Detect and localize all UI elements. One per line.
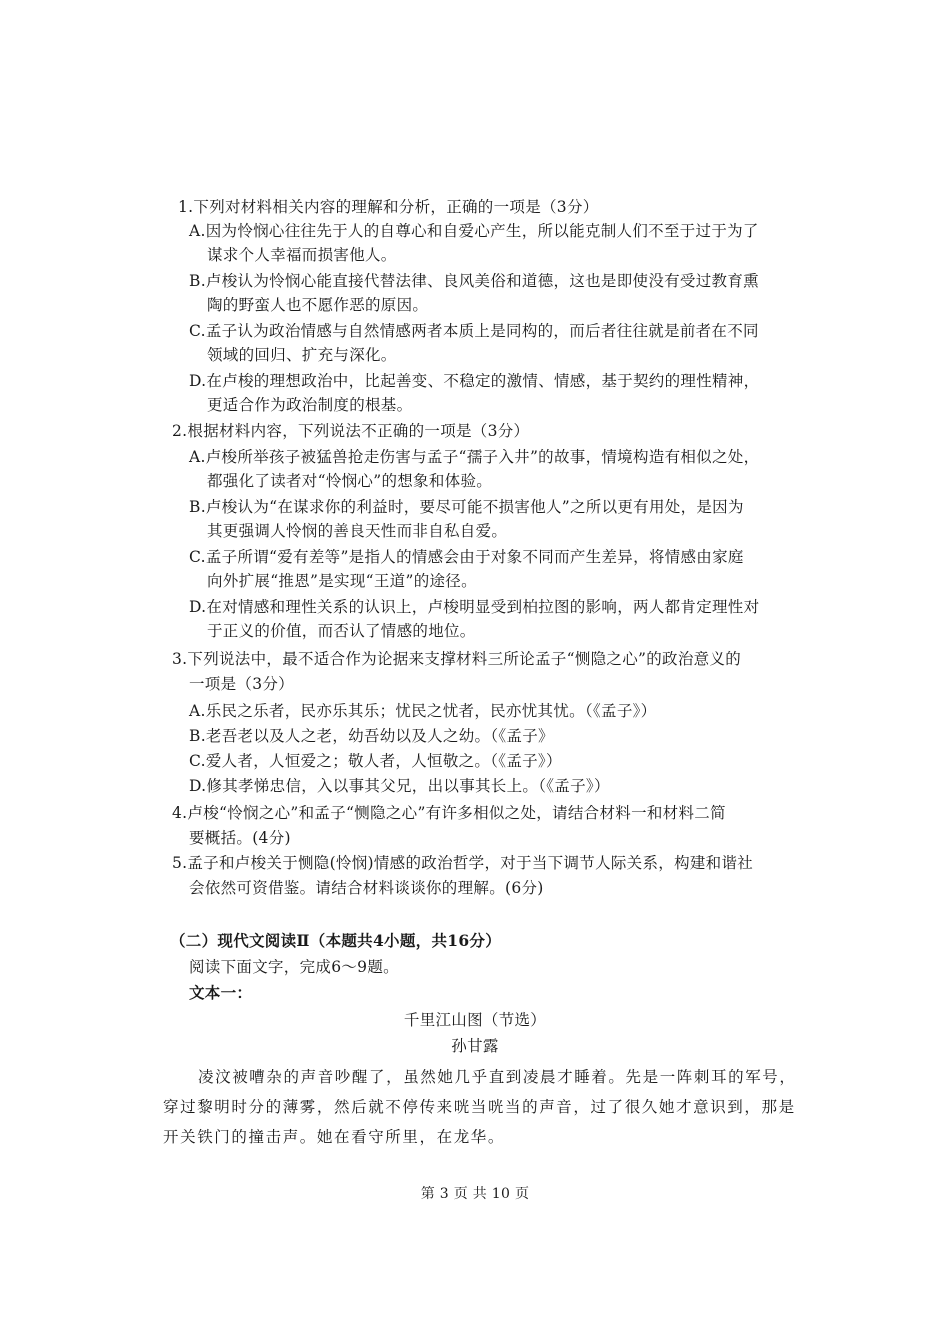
q5-line2: 会依然可资借鉴。请结合材料谈谈你的理解。(6分) xyxy=(189,879,544,897)
q5-line1: 5.孟子和卢梭关于恻隐(怜悯)情感的政治哲学，对于当下调节人际关系，构建和谐社 xyxy=(172,854,754,872)
q1-option-b-line2: 陶的野蛮人也不愿作恶的原因。 xyxy=(207,296,429,314)
q2-option-d-line2: 于正义的价值，而否认了情感的地位。 xyxy=(207,622,476,640)
q3-option-c: C.爱人者，人恒爱之；敬人者，人恒敬之。（《孟子》） xyxy=(189,752,562,770)
q3-option-d: D.修其孝悌忠信，入以事其父兄，出以事其长上。（《孟子》） xyxy=(189,777,610,795)
passage-line-2: 穿过黎明时分的薄雾，然后就不停传来咣当咣当的声音，过了很久她才意识到，那是 xyxy=(163,1098,796,1116)
q3-option-a: A.乐民之乐者，民亦乐其乐；忧民之忧者，民亦忧其忧。（《孟子》） xyxy=(189,702,657,720)
q3-stem-line2: 一项是（3分） xyxy=(189,675,294,693)
q3-option-b: B.老吾老以及人之老，幼吾幼以及人之幼。（《孟子》 xyxy=(189,727,554,745)
q2-option-a-line1: A.卢梭所举孩子被猛兽抢走伤害与孟子“孺子入井”的故事，情境构造有相似之处， xyxy=(189,448,760,466)
q2-option-a-line2: 都强化了读者对“怜悯心”的想象和体验。 xyxy=(207,472,493,490)
section2-instruction: 阅读下面文字，完成6～9题。 xyxy=(189,958,399,976)
q2-option-c-line1: C.孟子所谓“爱有差等”是指人的情感会由于对象不同而产生差异，将情感由家庭 xyxy=(189,548,744,566)
q2-option-c-line2: 向外扩展“推恩”是实现“王道”的途径。 xyxy=(207,572,477,590)
q2-option-d-line1: D.在对情感和理性关系的认识上，卢梭明显受到柏拉图的影响，两人都肯定理性对 xyxy=(189,598,760,616)
passage-author: 孙甘露 xyxy=(451,1037,499,1055)
q2-stem: 2.根据材料内容，下列说法不正确的一项是（3分） xyxy=(172,422,530,440)
q4-line2: 要概括。(4分) xyxy=(189,829,291,847)
passage-line-1: 凌汶被嘈杂的声音吵醒了，虽然她几乎直到凌晨才睡着。先是一阵刺耳的军号， xyxy=(198,1068,797,1086)
q1-option-c-line2: 领域的回归、扩充与深化。 xyxy=(207,346,397,364)
page-number: 第 3 页 共 10 页 xyxy=(420,1186,530,1202)
q2-option-b-line1: B.卢梭认为“在谋求你的利益时，要尽可能不损害他人”之所以更有用处，是因为 xyxy=(189,498,744,516)
section2-heading: （二）现代文阅读Ⅱ（本题共4小题，共16分） xyxy=(170,931,502,950)
passage-title: 千里江山图（节选） xyxy=(403,1011,547,1029)
q1-stem: 1.下列对材料相关内容的理解和分析，正确的一项是（3分） xyxy=(178,198,599,216)
text-one-label: 文本一： xyxy=(189,983,253,1002)
q4-line1: 4.卢梭“怜悯之心”和孟子“恻隐之心”有许多相似之处，请结合材料一和材料二简 xyxy=(172,804,726,822)
q1-option-c-line1: C.孟子认为政治情感与自然情感两者本质上是同构的，而后者往往就是前者在不同 xyxy=(189,322,759,340)
q1-option-a-line1: A.因为怜悯心往往先于人的自尊心和自爱心产生，所以能克制人们不至于过于为了 xyxy=(189,222,759,240)
q1-option-b-line1: B.卢梭认为怜悯心能直接代替法律、良风美俗和道德，这也是即使没有受过教育熏 xyxy=(189,272,759,290)
q1-option-d-line1: D.在卢梭的理想政治中，比起善变、不稳定的激情、情感，基于契约的理性精神， xyxy=(189,372,760,390)
q1-option-d-line2: 更适合作为政治制度的根基。 xyxy=(207,396,413,414)
q3-stem-line1: 3.下列说法中，最不适合作为论据来支撑材料三所论孟子“恻隐之心”的政治意义的 xyxy=(172,650,742,668)
passage-line-3: 开关铁门的撞击声。她在看守所里，在龙华。 xyxy=(163,1128,506,1146)
q2-option-b-line2: 其更强调人怜悯的善良天性而非自私自爱。 xyxy=(207,522,508,540)
q1-option-a-line2: 谋求个人幸福而损害他人。 xyxy=(207,246,397,264)
